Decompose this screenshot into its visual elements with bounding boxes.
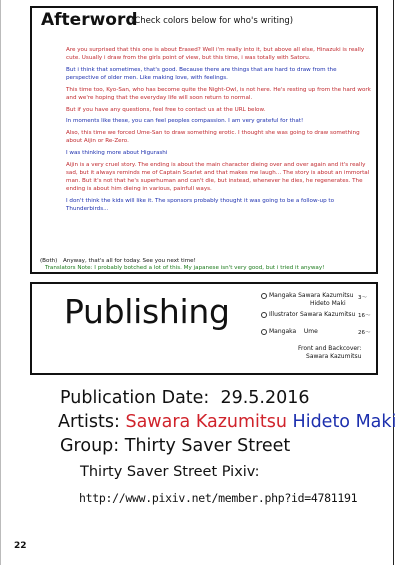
group-label: Group:	[60, 436, 120, 456]
afterword-title: Afterword	[41, 10, 138, 30]
cover-credit	[298, 345, 361, 360]
credit-page-ref: 16〜	[358, 313, 371, 319]
circle-bullet-icon	[261, 329, 267, 335]
credit-name: Ume	[303, 328, 318, 335]
pixiv-url: http://www.pixiv.net/member.php?id=4781191	[79, 491, 358, 505]
afterword-paragraph: I don't think the kids will like it. The sponsors probably thought it was going to be a follow-up to Thunderbirds...	[66, 198, 335, 213]
artists-label: Artists:	[58, 412, 120, 432]
group-line	[60, 436, 290, 456]
pixiv-label: Thirty Saver Street Pixiv:	[80, 464, 260, 480]
afterword-paragraph: But if you have any questions, feel free to contact us at the URL below.	[66, 106, 266, 113]
afterword-color-note: (Check colors below for who's writing)	[131, 16, 294, 26]
credit-role: Mangaka	[269, 328, 297, 335]
credit-mangaka-1	[261, 292, 353, 307]
afterword-both-line: (Both) Anyway, that's all for today. See you next time!	[40, 258, 196, 264]
publishing-box	[30, 282, 378, 375]
date-label: Publication Date:	[60, 388, 210, 408]
cover-label: Front and Backcover:	[298, 345, 362, 352]
date-value: 29.5.2016	[220, 388, 310, 408]
credit-illustrator	[261, 311, 355, 319]
afterword-paragraph: Aijin is a very cruel story. The ending is about the main character dieing over and over again and it's really sad, but it always reminds me of Captain Scarlet and that makes me laugh... The story is about an immortal man. But it's not that he's superhuman and can't die, but instead, whenever he dies, he regenerates. The ending is about him dieing in various, painfull ways.	[66, 161, 370, 193]
page-edge-right	[393, 0, 394, 565]
circle-bullet-icon	[261, 293, 267, 299]
afterword-body	[66, 46, 371, 217]
credit-role: Illustrator	[269, 311, 299, 318]
afterword-paragraph: Are you surprised that this one is about Erased? Well i'm really into it, but above all else, Hinazuki is really cute. Usually i draw from the girls point of view, but this time, i was totally with Satoru.	[66, 47, 365, 62]
circle-bullet-icon	[261, 312, 267, 318]
afterword-paragraph: In moments like these, you can feel peoples compassion. I am very grateful for that!	[66, 118, 304, 125]
afterword-paragraph: This time too, Kyo-San, who has become quite the Night-Owl, is not here. He's resting up from the hard work and we're hoping that the everyday life will soon return to normal.	[66, 86, 371, 102]
credit-mangaka-2	[261, 328, 318, 336]
afterword-paragraph: But i think that sometimes, that's good. Because there are things that are hard to draw from the perspective of older men. Like making love, with feelings.	[66, 66, 337, 82]
cover-name: Sawara Kazumitsu	[306, 352, 362, 360]
credit-page-ref: 26〜	[358, 330, 371, 336]
artist-hideto: Hideto Maki	[292, 412, 397, 432]
afterword-paragraph: I was thinking more about Higurashi	[66, 150, 168, 157]
credit-name: Sawara Kazumitsu	[298, 292, 354, 299]
credit-role: Mangaka	[269, 292, 297, 299]
credit-page-ref: 3〜	[358, 295, 367, 301]
credit-name: Sawara Kazumitsu	[299, 311, 356, 318]
artists-line	[58, 412, 396, 432]
afterword-paragraph: Also, this time we forced Ume-San to draw something erotic. I thought she was going to draw something about Aijin or Re-Zero.	[66, 130, 360, 145]
publishing-title: Publishing	[64, 292, 230, 331]
afterword-box	[30, 6, 378, 274]
group-value: Thirty Saver Street	[124, 436, 291, 456]
credit-name-2: Hideto Maki	[310, 299, 346, 307]
page-edge-left	[0, 0, 1, 565]
page-number: 22	[14, 541, 27, 551]
translator-note: Translators Note: I probably botched a lot of this. My japanese isn't very good, but i tried it anyway!	[45, 265, 325, 271]
artist-sawara: Sawara Kazumitsu	[125, 412, 287, 432]
publication-date-line	[60, 388, 310, 408]
